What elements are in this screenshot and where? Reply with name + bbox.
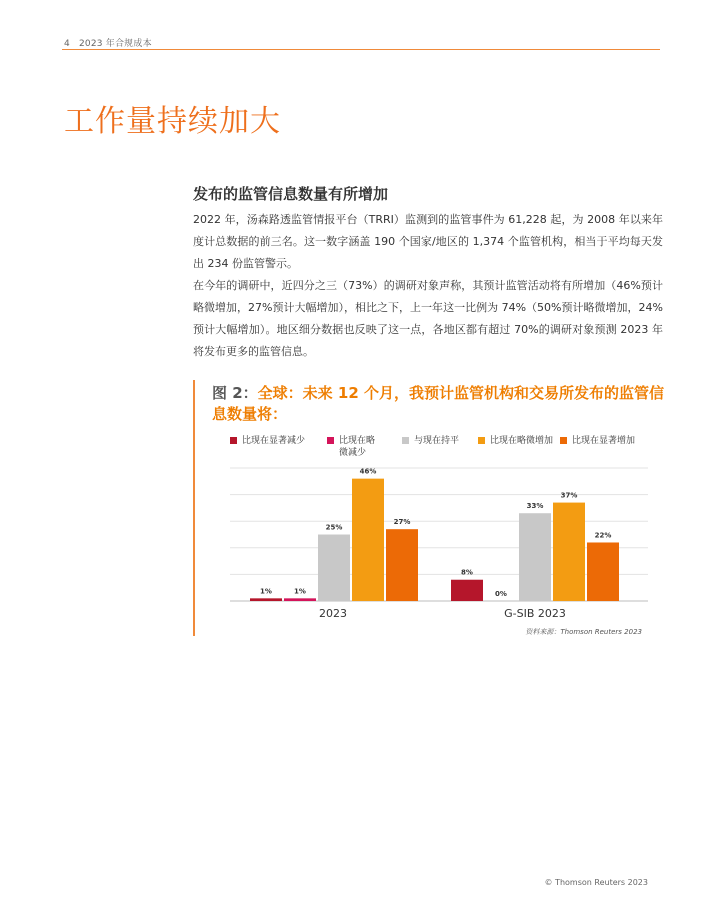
data-label: 1% (260, 587, 272, 596)
running-title: 2023 年合规成本 (79, 39, 152, 49)
data-label: 33% (526, 502, 544, 511)
data-label: 0% (495, 590, 507, 598)
legend-label: 比现在略微减少 (339, 436, 376, 458)
data-label: 1% (294, 587, 306, 596)
body-paragraph-1: 2022 年，汤森路透监管情报平台（TRRI）监测到的监管事件为 61,228 起，为 2008 年以来年度计总数据的前三名。这一数字涵盖 190 个国家/地区的 1,374 个监管机构，相当于平均每天发出 234 份监管警示。 (193, 213, 663, 270)
category-label: G-SIB 2023 (504, 607, 566, 620)
figure-title-text: 全球：未来 12 个月，我预计监管机构和交易所发布的监管信息数量将： (212, 384, 664, 423)
section-heading: 发布的监管信息数量有所增加 (193, 185, 389, 203)
page-number: 4 (64, 39, 70, 49)
legend-label: 与现在持平 (414, 436, 460, 446)
figure-source: 资料来源：Thomson Reuters 2023 (525, 628, 642, 636)
category-label: 2023 (319, 607, 347, 620)
body-paragraph-2: 在今年的调研中，近四分之三（73%）的调研对象声称，其预计监管活动将有所增加（46%预计略微增加，27%预计大幅增加），相比之下，上一年这一比例为 74%（50%预计略微增加，24%预计大幅增加）。地区细分数据也反映了这一点，各地区都有超过 70%的调研对象预测 2023 年将发布更多的监管信息。 (193, 279, 663, 358)
data-label: 37% (560, 491, 578, 500)
legend-label: 比现在显著减少 (242, 436, 306, 446)
data-label: 27% (393, 518, 411, 527)
data-label: 8% (461, 568, 473, 577)
bar-2-1 (451, 580, 483, 601)
bar-1-2 (284, 598, 316, 601)
legend-label: 比现在略微增加 (490, 436, 554, 446)
bar-1-4 (352, 479, 384, 601)
bar-2-3 (519, 513, 551, 601)
data-label: 46% (359, 467, 377, 476)
bar-1-1 (250, 598, 282, 601)
bar-2-4 (553, 503, 585, 601)
bar-1-5 (386, 529, 418, 601)
footer-copyright: © Thomson Reuters 2023 (544, 878, 648, 887)
page-title: 工作量持续加大 (64, 104, 281, 139)
bar-2-5 (587, 542, 619, 601)
figure-label: 图 2： (212, 384, 258, 402)
data-label: 22% (594, 531, 612, 540)
legend-label: 比现在显著增加 (572, 436, 636, 446)
data-label: 25% (325, 523, 343, 532)
bar-1-3 (318, 535, 350, 602)
